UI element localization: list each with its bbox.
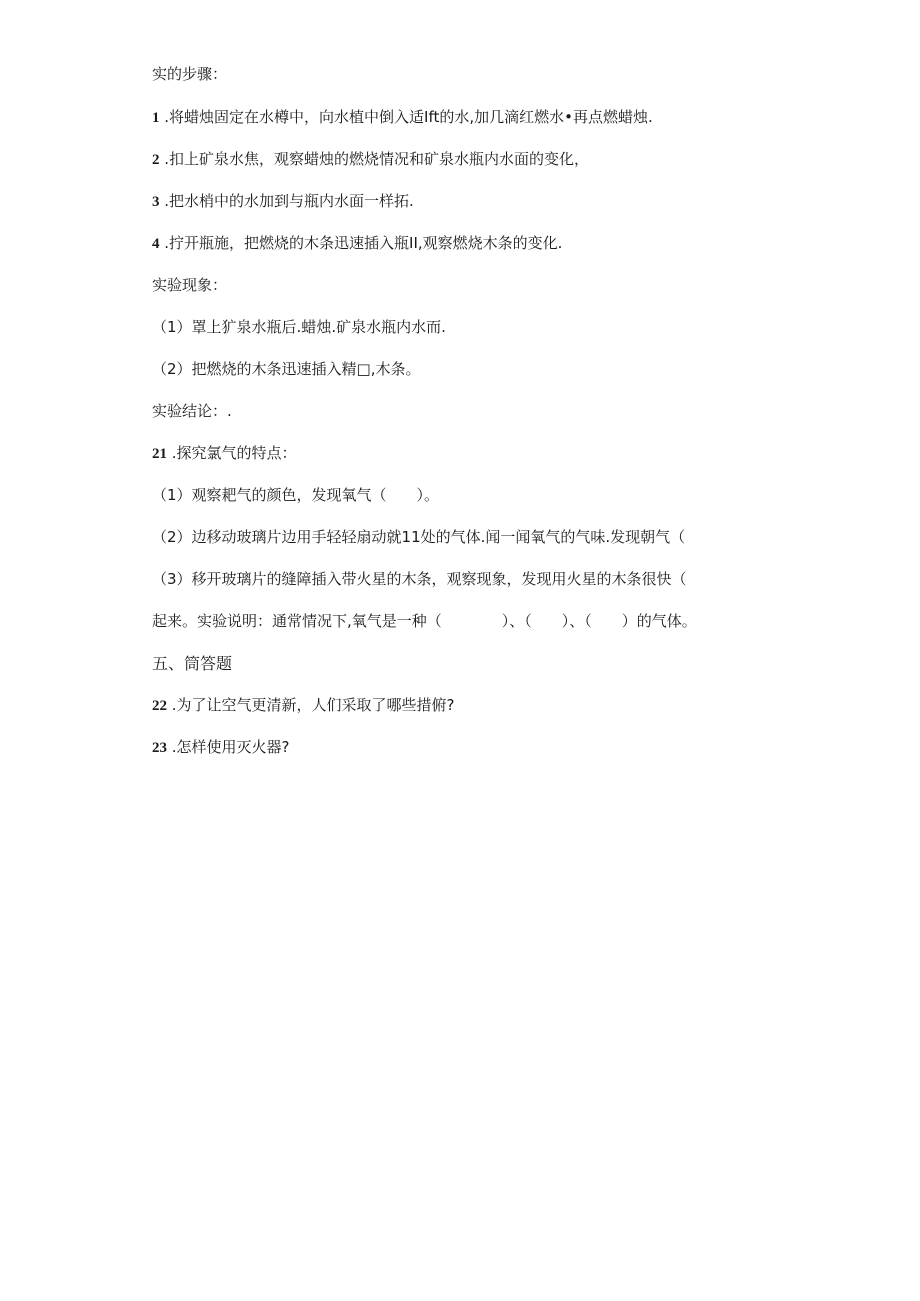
- line-text: 实的步骤：: [152, 65, 228, 83]
- question-21: [152, 443, 297, 464]
- steps-heading: [152, 64, 227, 84]
- line-text: 实验现象：: [152, 276, 228, 294]
- step-3: [152, 191, 414, 212]
- step-2: [152, 149, 589, 170]
- line-text: （3）移开玻璃片的缝障插入带火星的木条，观察现象，发现用火星的木条很快（: [152, 570, 687, 588]
- section-heading: [152, 654, 232, 674]
- question-23: [152, 737, 290, 758]
- line-text: 五、筒答题: [152, 654, 233, 673]
- line-text: 起来。实验说明：通常情况下,氧气是一种（ ）、（ ）、（ ）的气体。: [152, 612, 697, 630]
- phenomenon-2: [152, 359, 421, 379]
- line-text: .怎样使用灭火器?: [171, 738, 290, 756]
- phenomenon-1: [152, 317, 446, 337]
- line-text: （1）罩上犷泉水瓶后.蜡烛.矿泉水瓶内水而.: [152, 318, 446, 336]
- line-text: .为了让空气更清新，人们采取了哪些措俯?: [171, 696, 455, 714]
- line-text: .把水梢中的水加到与瓶内水面一样拓.: [164, 192, 414, 210]
- item-number: 4: [152, 236, 160, 252]
- line-text: 实验结论：.: [152, 402, 232, 420]
- line-text: .扣上矿泉水焦，观察蜡烛的燃烧情况和矿泉水瓶内水面的变化，: [164, 150, 590, 168]
- item-number: 23: [152, 740, 167, 756]
- item-number: 3: [152, 194, 160, 210]
- line-text: （1）观察耙气的颜色，发现氧气（ ）。: [152, 486, 440, 504]
- question-21-part-1: [152, 485, 439, 505]
- item-number: 1: [152, 110, 160, 126]
- step-4: [152, 233, 562, 254]
- step-1: [152, 107, 653, 128]
- line-text: （2）把燃烧的木条迅速插入精□,木条。: [152, 360, 421, 378]
- line-text: .拧开瓶施，把燃烧的木条迅速插入瓶II,观察燃烧木条的变化.: [164, 234, 563, 252]
- line-text: .探究氯气的特点：: [171, 444, 297, 462]
- conclusion-line: [152, 401, 232, 421]
- item-number: 22: [152, 698, 167, 714]
- line-text: （2）边移动玻璃片边用手轻轻扇动就11处的气体.闻一闻氧气的气味.发现朝气（: [152, 528, 686, 546]
- question-21-summary: [152, 611, 697, 631]
- question-21-part-2: [152, 527, 685, 547]
- phenomenon-heading: [152, 275, 227, 295]
- line-text: .将蜡烛固定在水樽中，向水植中倒入适Ift的水,加几滴红燃水•再点燃蜡烛.: [164, 108, 653, 126]
- question-22: [152, 695, 455, 716]
- question-21-part-3: [152, 569, 687, 589]
- item-number: 21: [152, 446, 167, 462]
- item-number: 2: [152, 152, 160, 168]
